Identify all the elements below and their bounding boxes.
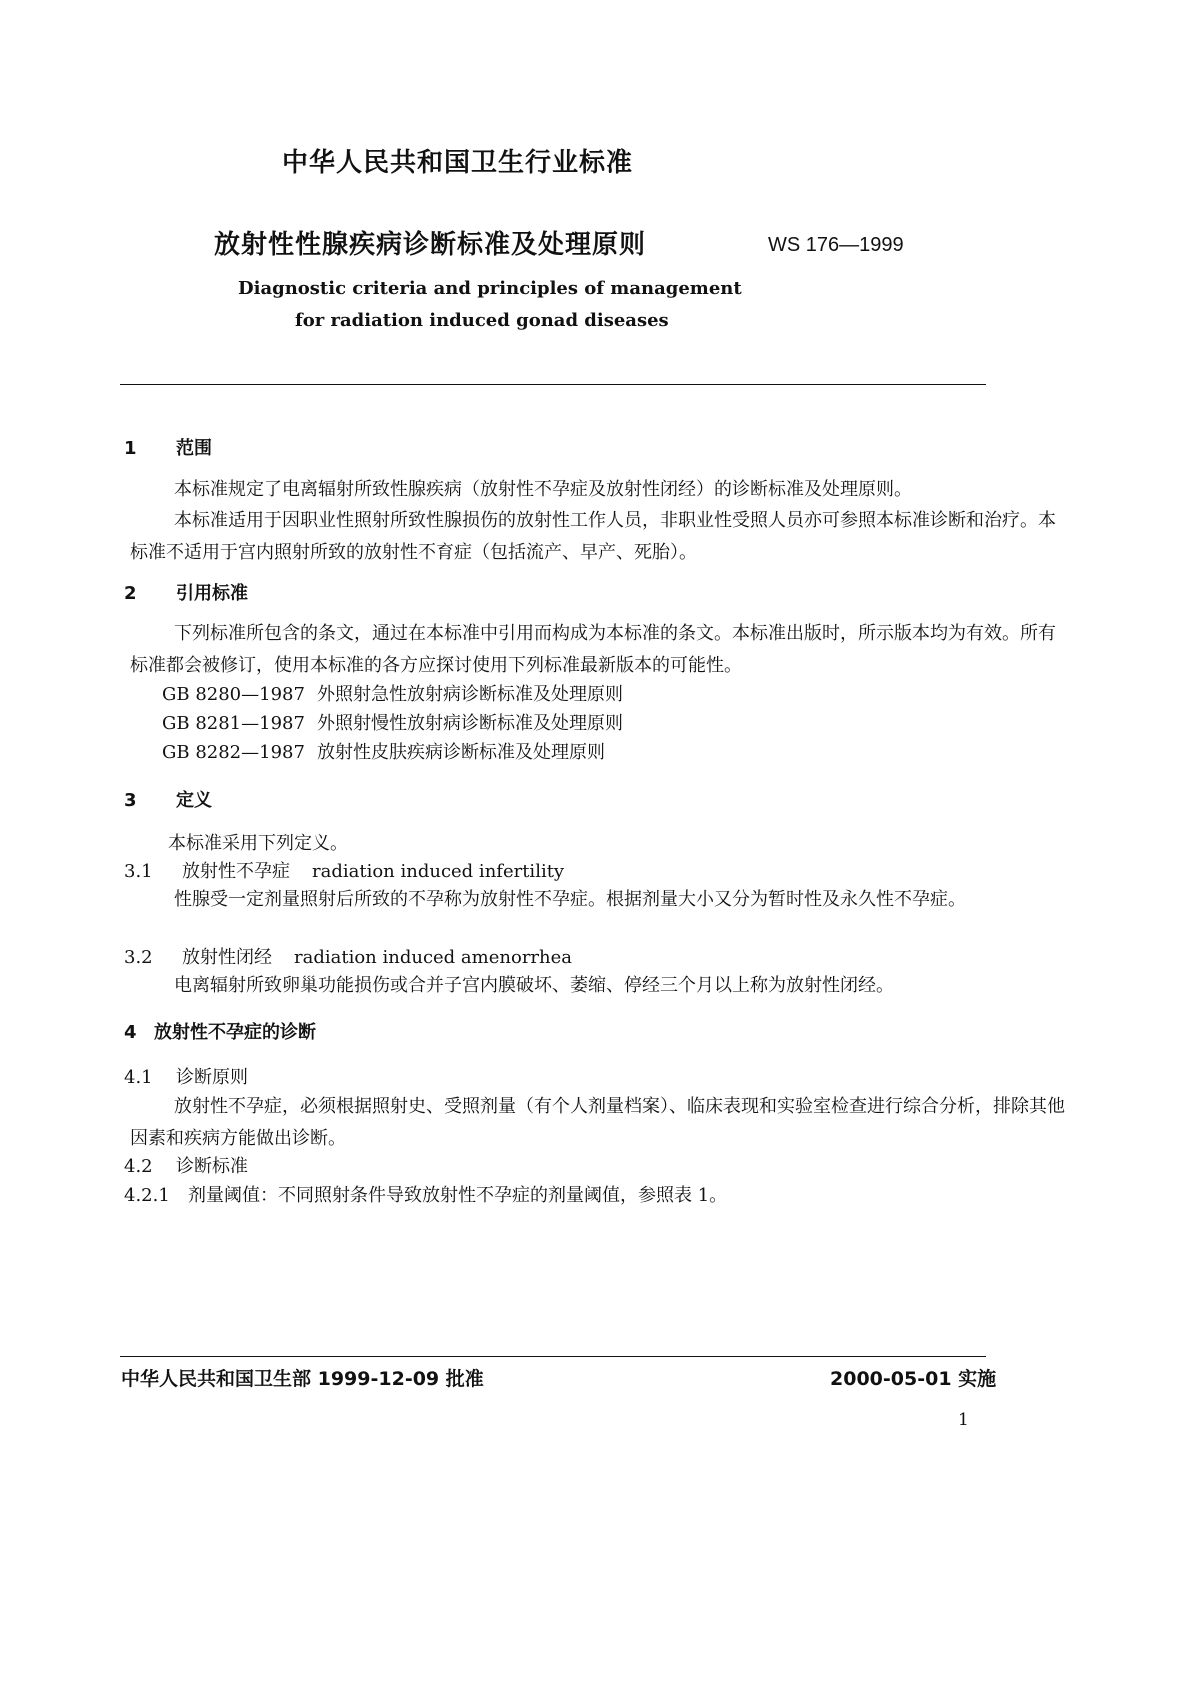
reference-title: 放射性皮肤疾病诊断标准及处理原则	[317, 742, 605, 763]
subsection-4-1-number: 4.1	[124, 1067, 153, 1088]
definition-3-1-number: 3.1	[124, 861, 153, 882]
section-2-title: 引用标准	[176, 583, 248, 604]
section-2-number: 2	[124, 583, 137, 604]
english-title-line1: Diagnostic criteria and principles of management	[238, 278, 742, 299]
definition-3-2-term: 放射性闭经	[182, 947, 272, 968]
org-title: 中华人民共和国卫生行业标准	[282, 148, 634, 178]
page-number: 1	[958, 1410, 969, 1430]
section-1-heading	[124, 432, 212, 465]
subsection-4-2-1-text: 剂量阈值：不同照射条件导致放射性不孕症的剂量阈值，参照表 1。	[188, 1185, 728, 1206]
definitions-intro: 本标准采用下列定义。	[168, 833, 348, 854]
footer-divider	[120, 1356, 986, 1357]
definition-3-2-number: 3.2	[124, 947, 153, 968]
subsection-4-1-text: 放射性不孕症，必须根据照射史、受照剂量（有个人剂量档案）、临床表现和实验室检查进行综合分析，排除其他因素和疾病方能做出诊断。	[130, 1096, 1065, 1149]
section-3-title: 定义	[176, 790, 212, 811]
section-3-heading	[124, 784, 212, 817]
definition-3-1-term: 放射性不孕症	[182, 861, 290, 882]
approval-line: 中华人民共和国卫生部 1999-12-09 批准	[121, 1368, 484, 1390]
section-1-paragraph-2: 本标准适用于因职业性照射所致性腺损伤的放射性工作人员，非职业性受照人员亦可参照本标准诊断和治疗。本标准不适用于宫内照射所致的放射性不育症（包括流产、早产、死胎）。	[130, 510, 1056, 563]
standard-code: WS 176—1999	[768, 234, 904, 256]
reference-code: GB 8281—1987	[162, 713, 305, 734]
subsection-4-1-title: 诊断原则	[176, 1067, 248, 1088]
definition-3-1-text: 性腺受一定剂量照射后所致的不孕称为放射性不孕症。根据剂量大小又分为暂时性及永久性不孕症。	[174, 889, 966, 910]
reference-title: 外照射急性放射病诊断标准及处理原则	[317, 684, 623, 705]
effective-date: 2000-05-01 实施	[830, 1368, 997, 1390]
document-title: 放射性性腺疾病诊断标准及处理原则	[214, 230, 647, 260]
subsection-4-2-number: 4.2	[124, 1156, 153, 1177]
english-title-line2: for radiation induced gonad diseases	[295, 310, 669, 331]
section-4-heading	[124, 1016, 316, 1049]
reference-item	[162, 736, 605, 769]
subsection-4-1-heading	[124, 1061, 248, 1094]
subsection-4-2-1	[124, 1179, 727, 1212]
definition-3-2-text: 电离辐射所致卵巢功能损伤或合并子宫内膜破坏、萎缩、停经三个月以上称为放射性闭经。	[174, 975, 894, 996]
section-1-number: 1	[124, 438, 137, 459]
reference-code: GB 8280—1987	[162, 684, 305, 705]
section-1-title: 范围	[176, 438, 212, 459]
section-1-paragraph-1: 本标准规定了电离辐射所致性腺疾病（放射性不孕症及放射性闭经）的诊断标准及处理原则。	[174, 479, 912, 500]
header-divider	[120, 384, 986, 385]
subsection-4-2-1-number: 4.2.1	[124, 1185, 170, 1206]
definition-3-1-english: radiation induced infertility	[312, 861, 565, 882]
section-4-number: 4	[124, 1022, 137, 1043]
reference-title: 外照射慢性放射病诊断标准及处理原则	[317, 713, 623, 734]
reference-code: GB 8282—1987	[162, 742, 305, 763]
section-4-title: 放射性不孕症的诊断	[154, 1022, 316, 1043]
subsection-4-2-title: 诊断标准	[176, 1156, 248, 1177]
section-2-paragraph: 下列标准所包含的条文，通过在本标准中引用而构成为本标准的条文。本标准出版时，所示版本均为有效。所有标准都会被修订，使用本标准的各方应探讨使用下列标准最新版本的可能性。	[130, 623, 1056, 676]
definition-3-2-english: radiation induced amenorrhea	[294, 947, 572, 968]
section-2-heading	[124, 577, 248, 610]
section-3-number: 3	[124, 790, 137, 811]
